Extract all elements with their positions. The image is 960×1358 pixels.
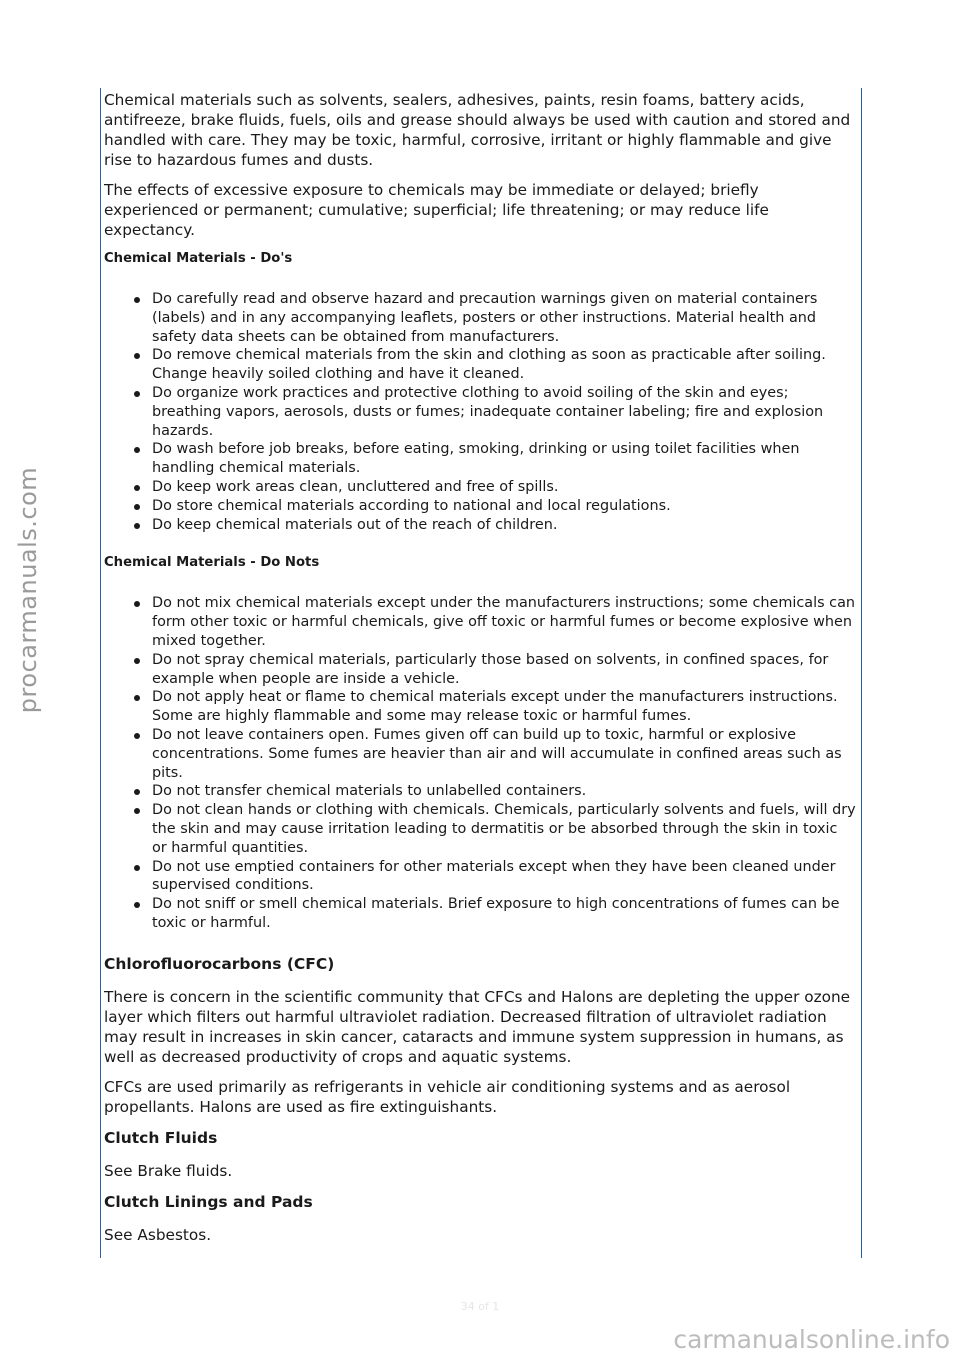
intro-paragraph-2: The effects of excessive exposure to chemicals may be immediate or delayed; briefly experienced or permanent; cumulative; superficial; life threatening; or may reduce life expectancy.: [104, 181, 769, 239]
dos-heading: Chemical Materials - Do's: [104, 251, 293, 266]
cfc-paragraph-1: There is concern in the scientific community that CFCs and Halons are depleting the upper ozone layer which filters out harmful ultraviolet radiation. Decreased filtration of ultraviolet radiation may result in increases in skin cancer, cataracts and immune system suppression in humans, as well as decreased productivity of crops and aquatic systems.: [104, 987, 851, 1066]
footer-watermark: carmanualsonline.info: [673, 1325, 950, 1354]
list-item: Do not use emptied containers for other materials except when they have been cleaned under supervised conditions.: [152, 858, 856, 896]
list-item: Do not clean hands or clothing with chemicals. Chemicals, particularly solvents and fuels, will dry the skin and may cause irritation leading to dermatitis or be absorbed through the skin in toxic or harmful quantities.: [152, 802, 856, 856]
list-item: Do remove chemical materials from the skin and clothing as soon as practicable after soiling. Change heavily soiled clothing and have it cleaned.: [152, 346, 856, 384]
intro-paragraph-1: Chemical materials such as solvents, sealers, adhesives, paints, resin foams, battery acids, antifreeze, brake fluids, fuels, oils and grease should always be used with caution and stored and handled with care. They may be toxic, harmful, corrosive, irritant or highly flammable and give rise to hazardous fumes and dusts.: [104, 91, 851, 169]
list-item: Do store chemical materials according to national and local regulations.: [152, 497, 856, 516]
clutch-linings-heading: Clutch Linings and Pads: [104, 1192, 313, 1211]
list-item: Do organize work practices and protective clothing to avoid soiling of the skin and eyes; breathing vapors, aerosols, dusts or fumes; inadequate container labeling; fire and explosion hazards.: [152, 384, 856, 440]
donts-heading: Chemical Materials - Do Nots: [104, 555, 320, 571]
list-item: Do not spray chemical materials, particularly those based on solvents, in confined spaces, for example when people are inside a vehicle.: [152, 651, 856, 689]
clutch-fluids-text: See Brake fluids.: [104, 1161, 233, 1180]
page-number: 34 of 1: [460, 1300, 500, 1313]
clutch-fluids-heading: Clutch Fluids: [104, 1128, 218, 1147]
cfc-paragraph-2: CFCs are used primarily as refrigerants in vehicle air conditioning systems and as aerosol propellants. Halons are used as fire extinguishants.: [104, 1077, 791, 1116]
page-content: [104, 90, 856, 1255]
side-watermark-text: procarmanuals.com: [14, 466, 42, 714]
dos-list: [104, 290, 856, 534]
list-item: Do keep work areas clean, uncluttered and free of spills.: [152, 478, 856, 497]
list-item: Do not leave containers open. Fumes given off can build up to toxic, harmful or explosive concentrations. Some fumes are heavier than air and will accumulate in confined areas such as pits.: [152, 726, 856, 782]
list-item: Do carefully read and observe hazard and precaution warnings given on material containers (labels) and in any accompanying leaflets, posters or other instructions. Material health and safety data sheets can be obtained from manufacturers.: [152, 290, 856, 346]
list-item: Do not transfer chemical materials to unlabelled containers.: [152, 782, 856, 801]
donts-list: [104, 594, 856, 932]
list-item: Do not apply heat or flame to chemical materials except under the manufacturers instructions. Some are highly flammable and some may release toxic or harmful fumes.: [152, 688, 856, 726]
list-item: Do not mix chemical materials except under the manufacturers instructions; some chemicals can form other toxic or harmful chemicals, give off toxic or harmful fumes or become explosive when mixed together.: [152, 595, 856, 649]
side-watermark: [6, 330, 50, 850]
list-item: Do wash before job breaks, before eating, smoking, drinking or using toilet facilities when handling chemical materials.: [152, 440, 856, 478]
cfc-heading: Chlorofluorocarbons (CFC): [104, 954, 335, 973]
clutch-linings-text: See Asbestos.: [104, 1225, 212, 1244]
list-item: Do not sniff or smell chemical materials. Brief exposure to high concentrations of fumes can be toxic or harmful.: [152, 895, 856, 933]
list-item: Do keep chemical materials out of the reach of children.: [152, 516, 856, 535]
